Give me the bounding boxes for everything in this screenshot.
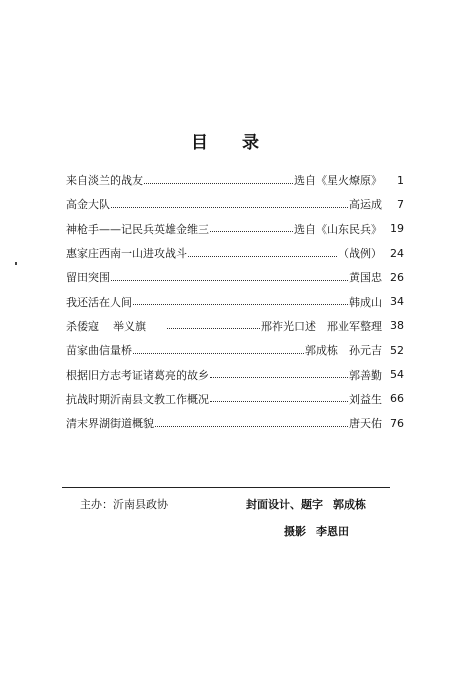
entry-page: 24: [390, 246, 404, 260]
toc-entry[interactable]: [66, 192, 404, 216]
entry-page: 1: [397, 173, 404, 187]
design-credit: [246, 496, 366, 512]
entry-page: 52: [390, 343, 404, 357]
entry-author: 邢祚光口述 邢业军整理: [261, 319, 382, 333]
design-label: 封面设计、题字: [246, 498, 323, 511]
dot-leader: [111, 195, 348, 208]
entry-page: 34: [390, 295, 404, 309]
dot-leader: [133, 292, 348, 305]
dot-leader: [188, 244, 337, 257]
toc-entry[interactable]: [66, 411, 404, 435]
sponsor-credit: [80, 496, 168, 512]
dot-leader: [133, 341, 304, 354]
entry-page: 76: [390, 416, 404, 430]
toc-entry[interactable]: [66, 387, 404, 411]
entry-author: 黄国忠: [349, 271, 382, 285]
dot-leader: [111, 268, 348, 281]
entry-page: 66: [390, 392, 404, 406]
entry-title: 清末界湖街道概貌: [66, 417, 154, 431]
table-of-contents: [66, 168, 404, 435]
dot-leader: [210, 365, 348, 378]
entry-page: 38: [390, 319, 404, 333]
entry-title: 苗家曲信量桥: [66, 344, 132, 358]
toc-entry[interactable]: [66, 265, 404, 289]
entry-title: 抗战时期沂南县文教工作概况: [66, 392, 209, 406]
entry-author: （战例）: [338, 247, 382, 261]
entry-page: 7: [397, 197, 404, 211]
toc-entry[interactable]: [66, 338, 404, 362]
divider-line: [62, 487, 390, 488]
dot-leader: [167, 316, 260, 329]
design-value: 郭成栋: [333, 498, 366, 511]
entry-author: 韩成山: [349, 295, 382, 309]
dot-leader: [144, 171, 293, 184]
dot-leader: [155, 414, 348, 427]
toc-entry[interactable]: [66, 168, 404, 192]
entry-title: 我还活在人间: [66, 295, 132, 309]
entry-title: 杀倭寇: [66, 319, 99, 333]
entry-page: 26: [390, 270, 404, 284]
sponsor-label: 主办：: [80, 498, 113, 511]
dot-leader: [210, 389, 348, 402]
entry-author: 选自《山东民兵》: [294, 222, 382, 236]
photo-value: 李恩田: [316, 525, 349, 538]
toc-entry[interactable]: [66, 241, 404, 265]
entry-title: 留田突围: [66, 271, 110, 285]
toc-entry[interactable]: [66, 362, 404, 386]
entry-author: 选自《星火燎原》: [294, 174, 382, 188]
entry-title: 来自淡兰的战友: [66, 174, 143, 188]
photo-label: 摄影: [284, 525, 306, 538]
entry-title: 神枪手——记民兵英雄金维三: [66, 222, 209, 236]
toc-entry[interactable]: [66, 217, 404, 241]
toc-entry[interactable]: [66, 314, 404, 338]
entry-title: 高金大队: [66, 198, 110, 212]
entry-author: 郭成栋 孙元吉: [305, 344, 382, 358]
entry-author: 刘益生: [349, 392, 382, 406]
entry-author: 郭善勤: [349, 368, 382, 382]
sponsor-value: 沂南县政协: [113, 498, 168, 511]
entry-author: 高运成: [349, 198, 382, 212]
entry-author: 唐天佑: [349, 417, 382, 431]
entry-title: 根据旧方志考证诸葛亮的故乡: [66, 368, 209, 382]
dot-leader: [210, 219, 293, 232]
entry-page: 54: [390, 368, 404, 382]
entry-page: 19: [390, 222, 404, 236]
entry-title: 惠家庄西南一山进攻战斗: [66, 247, 187, 261]
page-title: 目录: [191, 133, 293, 153]
photo-credit: [284, 523, 349, 539]
margin-mark: [15, 262, 17, 265]
toc-entry[interactable]: [66, 289, 404, 313]
entry-title-part2: 举义旗: [113, 319, 146, 333]
